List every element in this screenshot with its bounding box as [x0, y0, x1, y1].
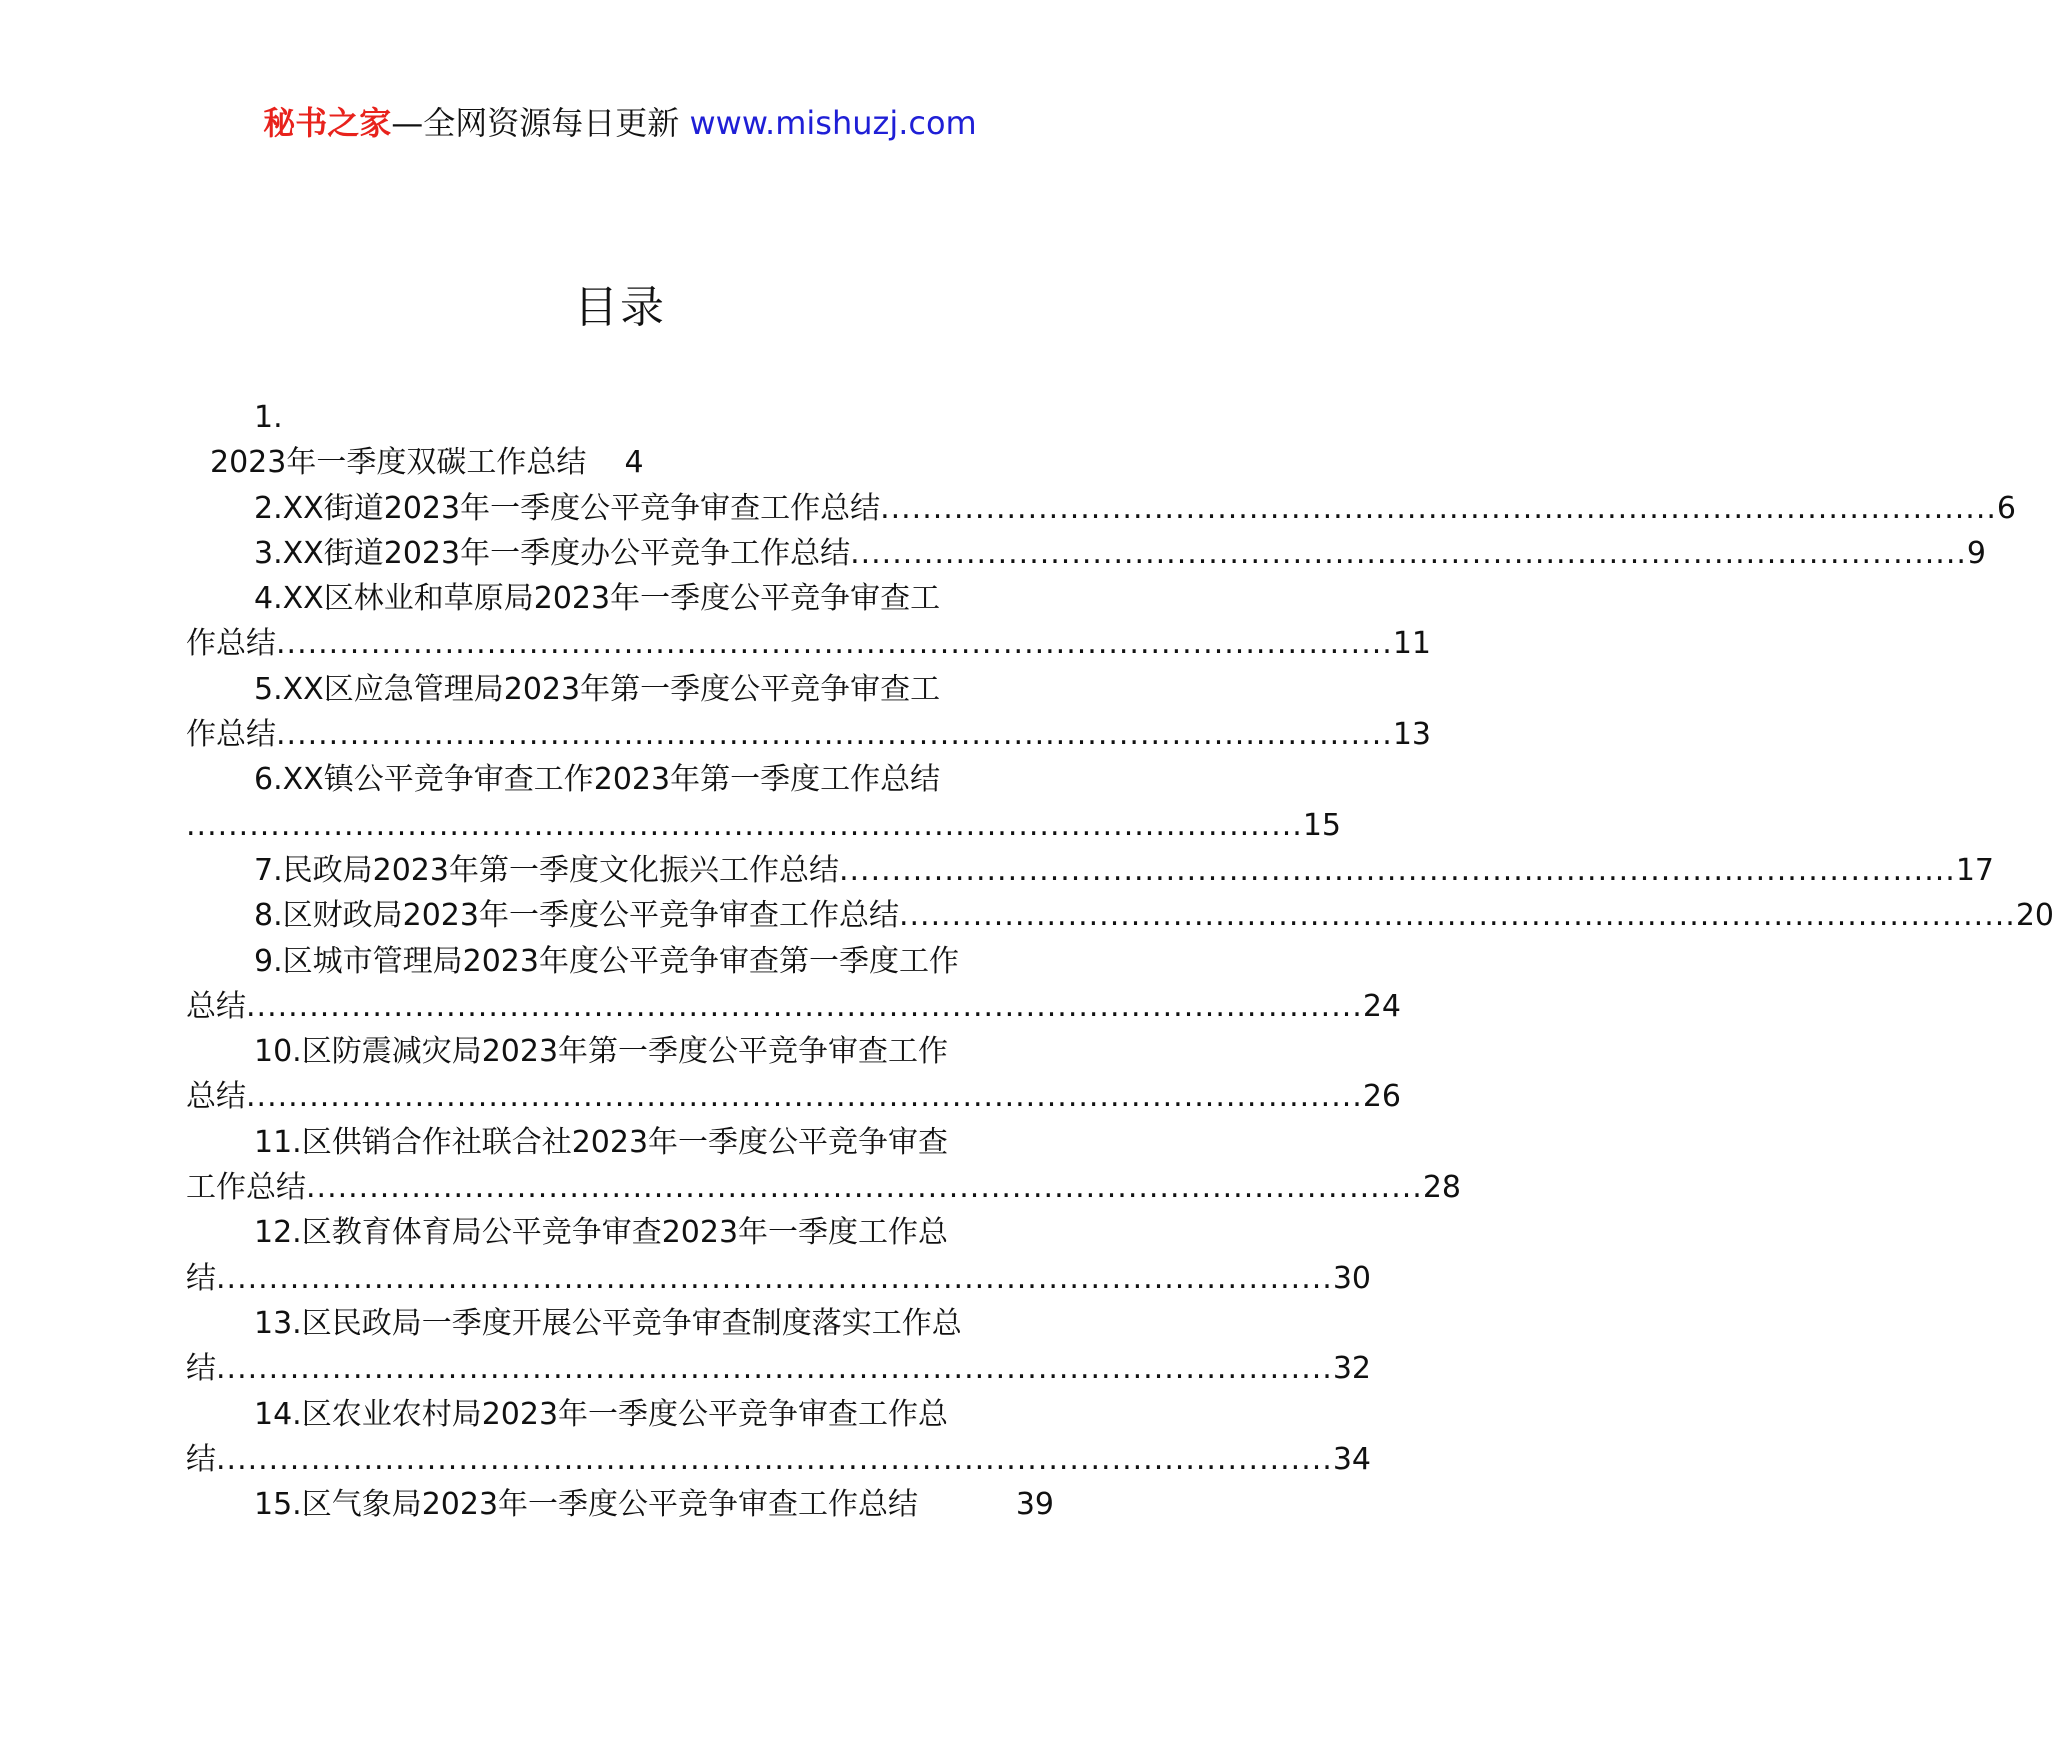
toc-entry-13[interactable]: [186, 1301, 1372, 1392]
toc-entry-title: 4.XX区林业和草原局2023年一季度公平竞争审查工: [254, 581, 941, 617]
toc-leader-dots: ..........................................................................................................: [276, 626, 1393, 662]
toc-entry-6[interactable]: [186, 757, 1342, 848]
toc-entry-title-cont: 总结: [186, 988, 246, 1024]
toc-entry-title-cont: 总结: [186, 1079, 246, 1115]
brand-name: 秘书之家: [263, 104, 392, 142]
toc-entry-title: 6.XX镇公平竞争审查工作2023年第一季度工作总结: [254, 762, 941, 798]
toc-entry-page: 6: [1996, 490, 2017, 526]
toc-entry-title: 14.区农业农村局2023年一季度公平竞争审查工作总: [254, 1396, 949, 1432]
toc-entry-9[interactable]: [186, 939, 1402, 1030]
toc-entry-title: 2.XX街道2023年一季度公平竞争审查工作总结: [254, 490, 881, 526]
toc-entry-page: 39: [1015, 1487, 1054, 1523]
toc-entry-page: 32: [1332, 1351, 1372, 1387]
toc-entry-page: 24: [1362, 988, 1402, 1024]
table-of-contents: [186, 395, 2054, 1527]
toc-leader-dots: ..........................................................................................................: [898, 898, 2016, 934]
toc-entry-title: 11.区供销合作社联合社2023年一季度公平竞争审查: [254, 1124, 949, 1160]
toc-entry-1[interactable]: [186, 395, 1054, 486]
toc-entry-14[interactable]: [186, 1392, 1372, 1483]
toc-entry-10[interactable]: [186, 1029, 1402, 1120]
toc-entry-page: 17: [1955, 852, 1995, 888]
toc-entry-page: 30: [1332, 1260, 1372, 1296]
toc-entry-4[interactable]: [186, 576, 1432, 667]
toc-entry-12[interactable]: [186, 1210, 1372, 1301]
page-title: 目录: [574, 282, 666, 333]
toc-leader-dots: ..........................................................................................................: [216, 1351, 1333, 1387]
toc-entry-title-cont: 结: [186, 1260, 216, 1296]
toc-entry-title-cont: 结: [186, 1351, 216, 1387]
toc-entry-title-cont: 结: [186, 1441, 216, 1477]
site-header: [0, 100, 1240, 146]
toc-entry-title: 10.区防震减灾局2023年第一季度公平竞争审查工作: [254, 1034, 949, 1070]
toc-entry-page: 26: [1362, 1079, 1402, 1115]
toc-leader-dots: ..........................................................................................................: [246, 1079, 1363, 1115]
toc-leader-dots: ..........................................................................................................: [186, 807, 1303, 843]
site-url-link[interactable]: www.mishuzj.com: [689, 104, 977, 142]
toc-leader-dots: ..........................................................................................................: [838, 852, 1956, 888]
toc-entry-page: 11: [1392, 626, 1432, 662]
toc-leader-dots: ..........................................................................................................: [216, 1260, 1333, 1296]
toc-entry-2[interactable]: [186, 486, 2017, 531]
toc-leader-dots: ..........................................................................................................: [276, 717, 1393, 753]
toc-entry-page: 34: [1332, 1441, 1372, 1477]
toc-leader-dots: ..........................................................................................................: [306, 1170, 1423, 1206]
toc-leader-dots: ..........................................................................................................: [246, 988, 1363, 1024]
toc-entry-page: 4: [624, 445, 644, 481]
toc-entry-title-cont: 工作总结: [186, 1170, 306, 1206]
toc-entry-title: 8.区财政局2023年一季度公平竞争审查工作总结: [254, 898, 899, 934]
toc-leader-dots: ..........................................................................................................: [880, 490, 1997, 526]
toc-entry-title: 3.XX街道2023年一季度办公平竞争工作总结: [254, 535, 851, 571]
toc-entry-title: 9.区城市管理局2023年度公平竞争审查第一季度工作: [254, 943, 959, 979]
toc-entry-page: 15: [1302, 807, 1342, 843]
toc-entry-page: 13: [1392, 717, 1432, 753]
toc-entry-3[interactable]: [186, 531, 1987, 576]
toc-entry-title-cont: 作总结: [186, 717, 276, 753]
toc-leader-dots: ..........................................................................................................: [850, 535, 1967, 571]
toc-entry-number: 1.: [254, 400, 283, 435]
toc-entry-page: 28: [1422, 1170, 1462, 1206]
toc-entry-title: 2023年一季度双碳工作总结: [210, 445, 587, 481]
toc-entry-page: 9: [1966, 535, 1987, 571]
toc-entry-title-line: [186, 440, 1054, 485]
toc-entry-title: 5.XX区应急管理局2023年第一季度公平竞争审查工: [254, 671, 941, 707]
toc-entry-title: 7.民政局2023年第一季度文化振兴工作总结: [254, 852, 839, 888]
toc-entry-8[interactable]: [186, 893, 2054, 938]
header-tagline: —全网资源每日更新: [391, 104, 680, 142]
toc-entry-title: 12.区教育体育局公平竞争审查2023年一季度工作总: [254, 1215, 949, 1251]
toc-entry-7[interactable]: [186, 848, 1995, 893]
toc-entry-title-cont: 作总结: [186, 626, 276, 662]
toc-entry-5[interactable]: [186, 667, 1432, 758]
toc-leader-dots: ..........................................................................................................: [216, 1441, 1333, 1477]
toc-entry-title: 15.区气象局2023年一季度公平竞争审查工作总结: [254, 1487, 919, 1523]
toc-entry-page: 20: [2015, 898, 2054, 934]
toc-entry-title: 13.区民政局一季度开展公平竞争审查制度落实工作总: [254, 1305, 962, 1341]
toc-entry-11[interactable]: [186, 1120, 1462, 1211]
toc-entry-15[interactable]: [186, 1482, 1054, 1527]
